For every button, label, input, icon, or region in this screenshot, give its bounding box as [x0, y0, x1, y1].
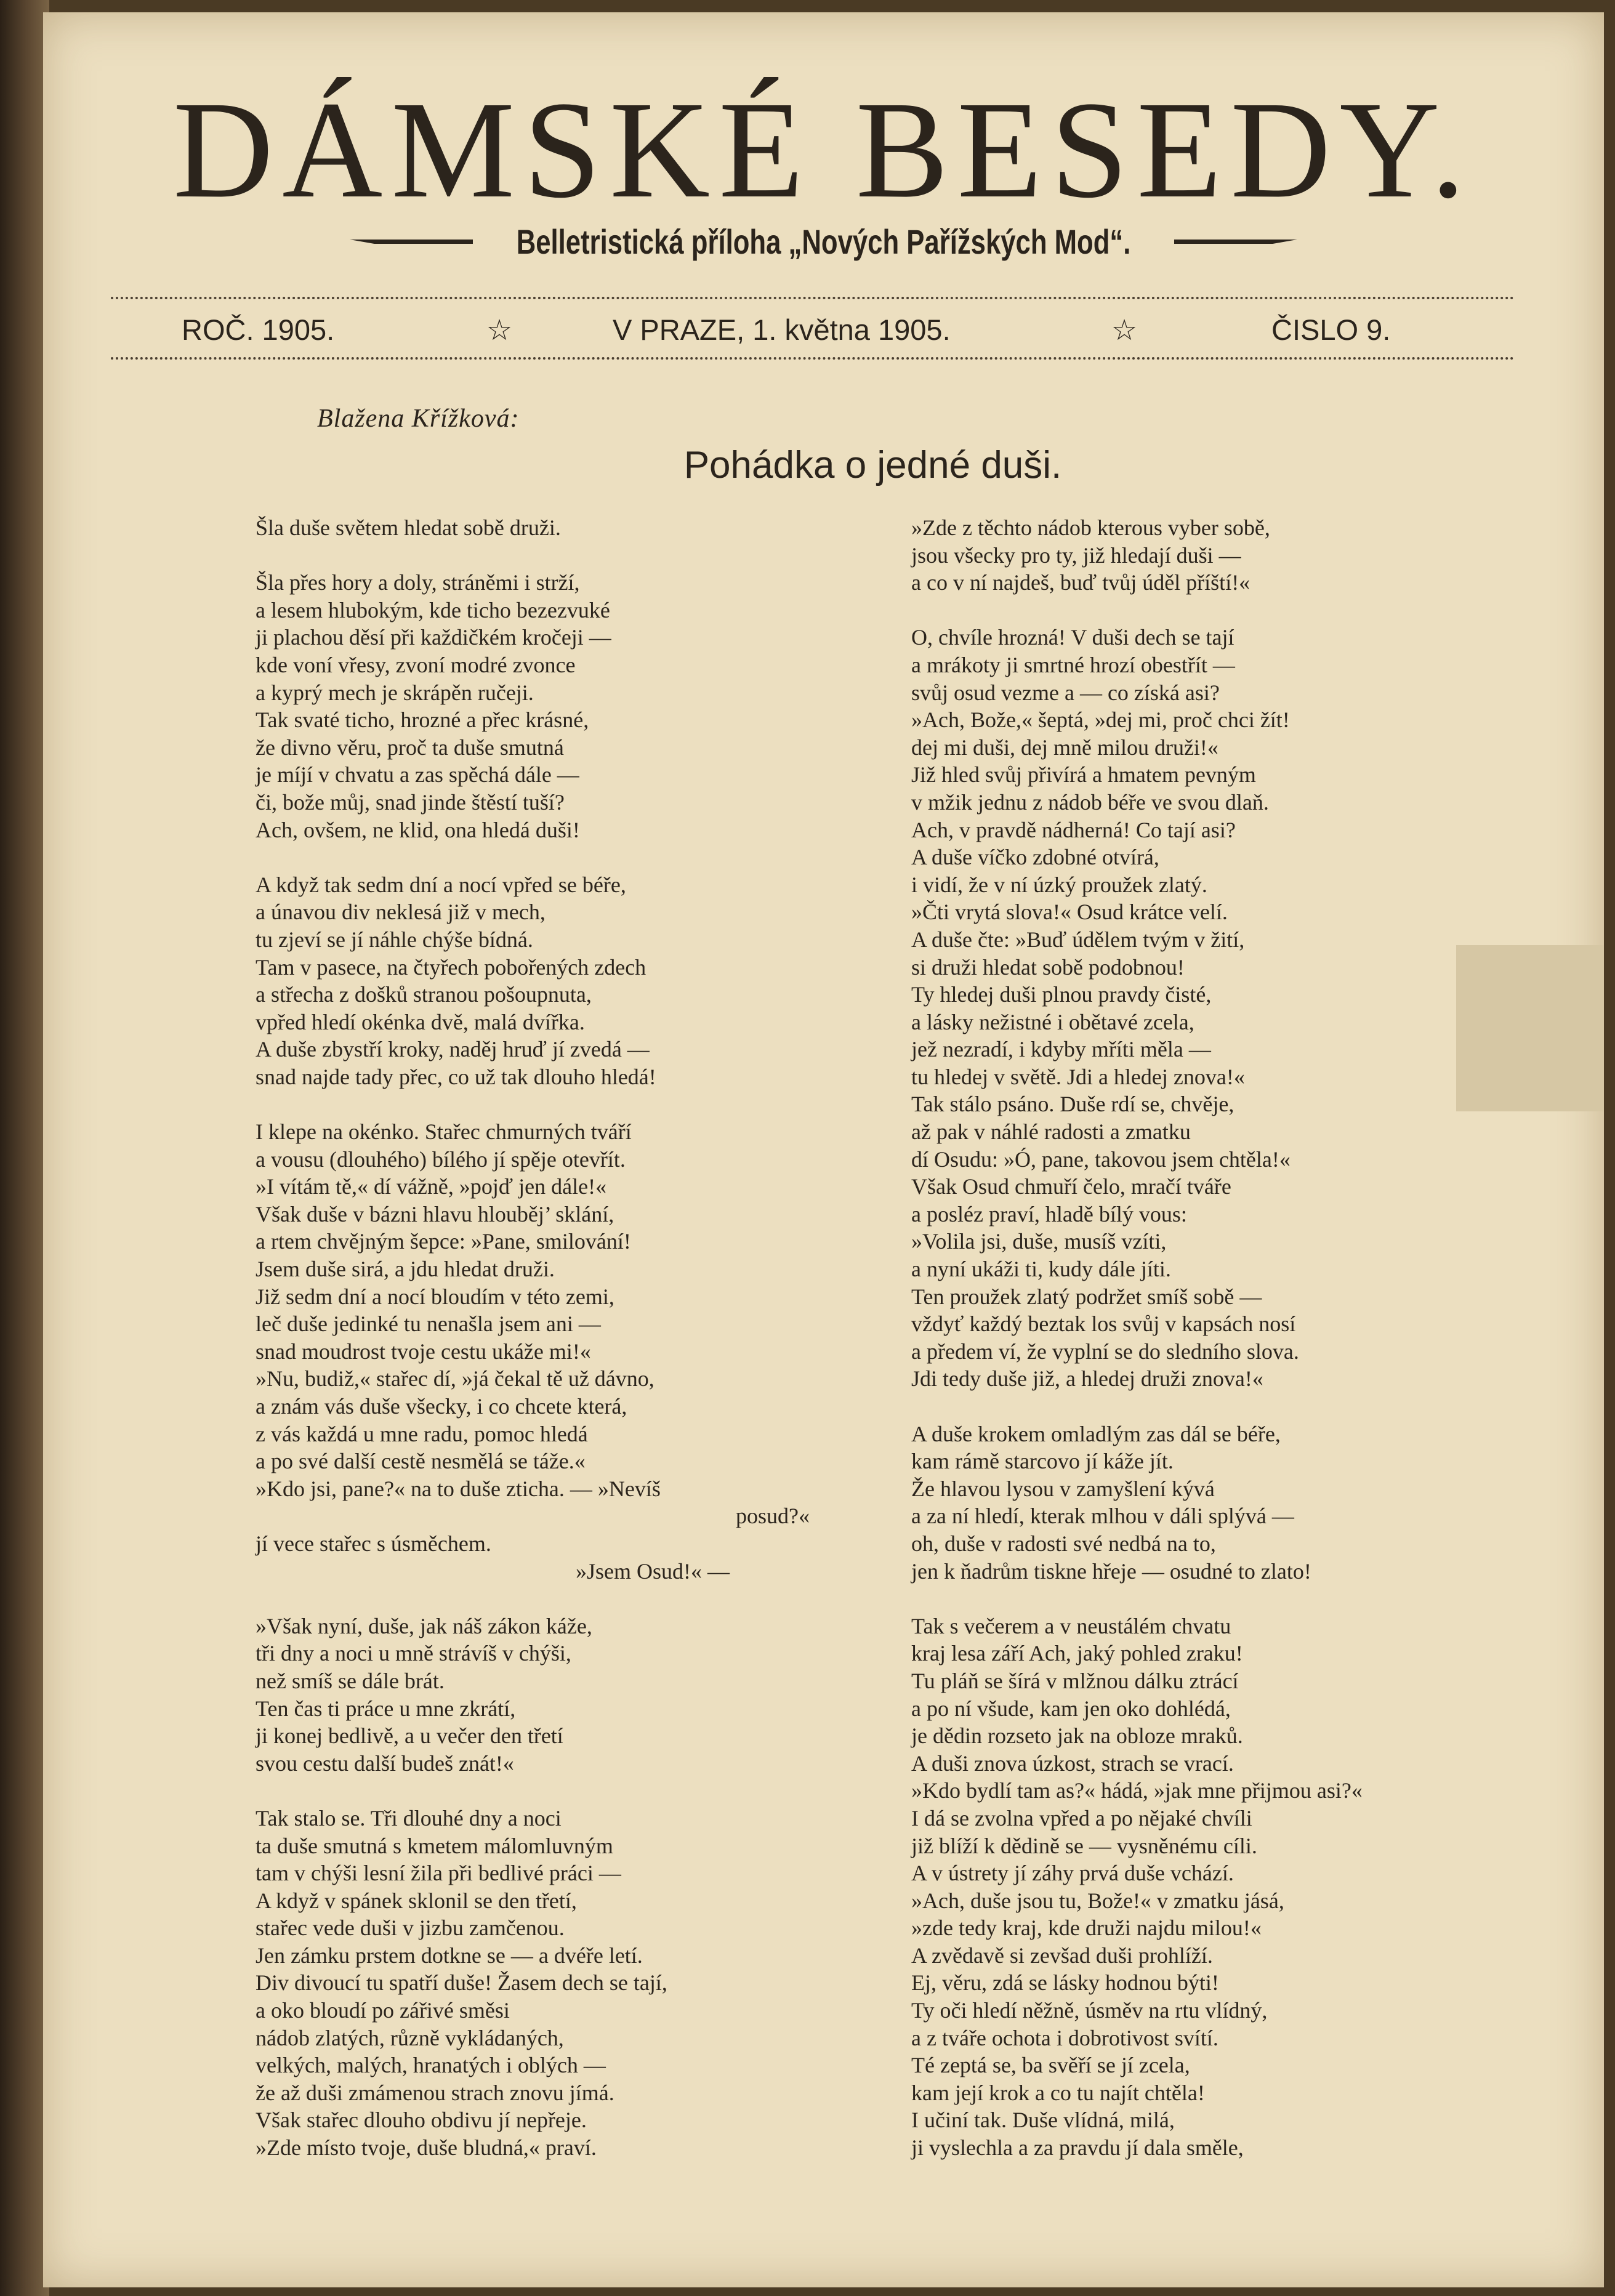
poem-line: a předem ví, že vyplní se do sledního slova.	[911, 1339, 1299, 1364]
poem-line: a nyní ukáži ti, kudy dále jíti.	[911, 1257, 1171, 1282]
masthead-title: DÁMSKÉ BESEDY.	[172, 73, 1475, 227]
poem-line: A duše čte: »Buď údělem tvým v žití,	[911, 927, 1245, 952]
poem-line: O, chvíle hrozná! V duši dech se tají	[911, 625, 1234, 650]
poem-line: Ach, ovšem, ne klid, ona hledá duši!	[256, 817, 580, 842]
poem-line: a oko bloudí po zářivé směsi	[256, 1998, 510, 2023]
poem-line: jež nezradí, i kdyby mříti měla —	[911, 1037, 1211, 1062]
bottom-dotted-rule	[111, 357, 1515, 360]
issue-meta-row	[182, 313, 1444, 350]
poem-line: ta duše smutná s kmetem málomluvným	[256, 1833, 613, 1858]
poem-line: jen k ňadrům tiskne hřeje — osudné to zlato!	[911, 1558, 1311, 1584]
poem-line: »Jsem Osud!« —	[576, 1558, 730, 1584]
stanza-gap	[256, 1585, 834, 1613]
stanza-gap	[256, 1090, 834, 1118]
poem-line: a znám vás duše všecky, i co chcete která,	[256, 1394, 627, 1419]
poem-line: a po své další cestě nesmělá se táže.«	[256, 1449, 586, 1474]
poem-line: kraj lesa září Ach, jaký pohled zraku!	[911, 1641, 1243, 1666]
poem-line: »I vítám tě,« dí vážně, »pojď jen dále!«	[256, 1174, 607, 1199]
poem-line: A duše zbystří kroky, naděj hruď jí zvedá —	[256, 1037, 650, 1062]
poem-line: »Volila jsi, duše, musíš vzíti,	[911, 1229, 1167, 1254]
poem-line: a kyprý mech je skrápěn ručeji.	[256, 680, 534, 705]
poem-line: Již sedm dní a nocí bloudím v této zemi,	[256, 1284, 614, 1309]
stanza-gap	[911, 1393, 1453, 1420]
poem-line: Tak stalo se. Tři dlouhé dny a noci	[256, 1805, 562, 1831]
stanza-gap	[911, 1585, 1453, 1613]
poem-line: a za ní hledí, kterak mlhou v dáli splývá —	[911, 1504, 1294, 1529]
poem-line: velkých, malých, hranatých i oblých —	[256, 2053, 606, 2078]
poem-line: ji plachou děsí při každičkém kročeji —	[256, 625, 611, 650]
poem-line: a střecha z došků stranou pošoupnuta,	[256, 982, 592, 1007]
poem-line: jí vece stařec s úsměchem.	[256, 1531, 491, 1556]
poem-line: jsou všecky pro ty, již hledají duši —	[911, 542, 1241, 568]
left-ornament-icon	[350, 240, 473, 244]
issue-place-date: V PRAZE, 1. května 1905.	[613, 313, 951, 346]
poem-line: »zde tedy kraj, kde druži najdu milou!«	[911, 1915, 1262, 1941]
poem-line: A když v spánek sklonil se den třetí,	[256, 1888, 577, 1913]
poem-line: ji konej bedlivě, a u večer den třetí	[256, 1723, 563, 1749]
poem-line: Div divoucí tu spatří duše! Žasem dech se tají,	[256, 1970, 667, 1996]
poem-line: a po ní všude, kam jen oko dohlédá,	[911, 1696, 1231, 1721]
poem-line: Ty hledej duši plnou pravdy čisté,	[911, 982, 1212, 1007]
poem-line: I dá se zvolna vpřed a po nějaké chvíli	[911, 1805, 1252, 1831]
poem-line: tu zjeví se jí náhle chýše bídná.	[256, 927, 533, 952]
poem-line: Tam v pasece, na čtyřech pobořených zdech	[256, 954, 646, 980]
poem-line: »Čti vrytá slova!« Osud krátce velí.	[911, 900, 1228, 925]
poem-line: Však duše v bázni hlavu hlouběj’ sklání,	[256, 1201, 614, 1227]
poem-line: že až duši zmámenou strach znovu jímá.	[256, 2080, 614, 2105]
article-title: Pohádka o jedné duši.	[683, 444, 1062, 486]
poem-line: dej mi duši, dej mně milou druži!«	[911, 735, 1218, 760]
poem-line: »Ach, duše jsou tu, Bože!« v zmatku jásá,	[911, 1888, 1284, 1913]
poem-line: A duše krokem omladlým zas dál se béře,	[911, 1421, 1281, 1446]
paper-tab-mark	[1456, 945, 1604, 1111]
poem-line: Jsem duše sirá, a jdu hledat druži.	[256, 1257, 555, 1282]
poem-line: kde voní vřesy, zvoní modré zvonce	[256, 652, 576, 677]
book-binding	[0, 0, 49, 2296]
poem-line: až pak v náhlé radosti a zmatku	[911, 1119, 1191, 1145]
poem-line: je míjí v chvatu a zas spěchá dále —	[256, 762, 579, 787]
stanza-gap	[256, 844, 834, 871]
poem-left-column	[256, 514, 834, 2162]
poem-line: a rtem chvějným šepce: »Pane, smilování!	[256, 1229, 631, 1254]
poem-line: Ten proužek zlatý podržet smíš sobě —	[911, 1284, 1262, 1309]
poem-line: z vás každá u mne radu, pomoc hledá	[256, 1421, 588, 1446]
masthead-subtitle: Belletristická příloha „Nových Pařížských Mod“.	[516, 222, 1131, 261]
issue-year: ROČ. 1905.	[182, 313, 335, 346]
poem-line: svou cestu další budeš znát!«	[256, 1750, 514, 1776]
newspaper-page	[43, 12, 1604, 2287]
poem-line: a mrákoty ji smrtné hrozí obestřít —	[911, 652, 1235, 677]
poem-line: »Nu, budiž,« stařec dí, »já čekal tě už dávno,	[256, 1366, 654, 1392]
poem-line: i vidí, že v ní úzký proužek zlatý.	[911, 872, 1207, 897]
poem-line: že divno věru, proč ta duše smutná	[256, 735, 564, 760]
poem-line: A zvědavě si zevšad duši prohlíží.	[911, 1943, 1213, 1968]
poem-right-column	[911, 514, 1453, 2162]
poem-line: A duši znova úzkost, strach se vrací.	[911, 1750, 1234, 1776]
poem-line: oh, duše v radosti své nedbá na to,	[911, 1531, 1216, 1556]
poem-line: dí Osudu: »Ó, pane, takovou jsem chtěla!«	[911, 1146, 1291, 1172]
stanza-gap	[256, 542, 834, 570]
poem-line: »Zde místo tvoje, duše bludná,« praví.	[256, 2135, 597, 2161]
poem-line: Však stařec dlouho obdivu jí nepřeje.	[256, 2108, 587, 2133]
poem-line: Jdi tedy duše již, a hledej druži znova!«	[911, 1366, 1263, 1392]
top-dotted-rule	[111, 297, 1515, 299]
poem-line: tři dny a noci u mně strávíš v chýši,	[256, 1641, 571, 1666]
poem-line: Šla přes hory a doly, stráněmi i strží,	[256, 570, 580, 595]
poem-line: posud?«	[736, 1504, 810, 1529]
poem-line: a lesem hlubokým, kde ticho bezezvuké	[256, 597, 610, 622]
poem-line: Tak stálo psáno. Duše rdí se, chvěje,	[911, 1092, 1234, 1117]
stanza-gap	[911, 597, 1453, 624]
poem-line: si druži hledat sobě podobnou!	[911, 954, 1185, 980]
poem-line: svůj osud vezme a — co získá asi?	[911, 680, 1220, 705]
poem-line: I klepe na okénko. Stařec chmurných tváří	[256, 1119, 632, 1145]
poem-line: Tu pláň se šírá v mlžnou dálku ztrácí	[911, 1668, 1239, 1693]
poem-line: než smíš se dále brát.	[256, 1668, 445, 1693]
poem-line: snad najde tady přec, co už tak dlouho hledá!	[256, 1064, 656, 1089]
poem-line: vždyť každý beztak los svůj v kapsách nosí	[911, 1311, 1296, 1337]
poem-line: tu hledej v světě. Jdi a hledej znova!«	[911, 1064, 1245, 1089]
star-icon: ☆	[486, 313, 513, 346]
poem-line: či, bože můj, snad jinde štěstí tuší?	[256, 789, 565, 815]
poem-line: kam její krok a co tu najít chtěla!	[911, 2080, 1205, 2105]
poem-line: snad moudrost tvoje cestu ukáže mi!«	[256, 1339, 591, 1364]
poem-line: Že hlavou lysou v zamyšlení kývá	[911, 1476, 1215, 1501]
star-icon: ☆	[1111, 313, 1138, 346]
masthead-subtitle-row	[43, 222, 1604, 262]
poem-line: »Kdo jsi, pane?« na to duše zticha. — »Nevíš	[256, 1476, 661, 1501]
poem-line: a co v ní najdeš, buď tvůj úděl příští!«	[911, 570, 1251, 595]
poem-line: Ej, věru, zdá se lásky hodnou býti!	[911, 1970, 1219, 1996]
poem-line: nádob zlatých, různě vykládaných,	[256, 2025, 564, 2050]
poem-line: a z tváře ochota i dobrotivost svítí.	[911, 2025, 1218, 2050]
poem-line: je dědin rozseto jak na obloze mraků.	[911, 1723, 1243, 1749]
poem-line: A v ústrety jí záhy prvá duše vchází.	[911, 1861, 1234, 1886]
poem-line: »Ach, Bože,« šeptá, »dej mi, proč chci žít!	[911, 707, 1290, 733]
poem-line: Ach, v pravdě nádherná! Co tají asi?	[911, 817, 1236, 842]
poem-line: leč duše jedinké tu nenašla jsem ani —	[256, 1311, 601, 1337]
poem-line: a únavou div neklesá již v mech,	[256, 900, 546, 925]
poem-line: kam rámě starcovo jí káže jít.	[911, 1449, 1174, 1474]
issue-number: ČISLO 9.	[1271, 313, 1391, 346]
poem-line: »Však nyní, duše, jak náš zákon káže,	[256, 1613, 592, 1638]
poem-line: Tak svaté ticho, hrozné a přec krásné,	[256, 707, 589, 733]
poem-line: Ty oči hledí něžně, úsměv na rtu vlídný,	[911, 1998, 1268, 2023]
poem-line: tam v chýši lesní žila při bedlivé práci —	[256, 1861, 621, 1886]
poem-line: Již hled svůj přivírá a hmatem pevným	[911, 762, 1256, 787]
poem-line: v mžik jednu z nádob béře ve svou dlaň.	[911, 789, 1269, 815]
poem-line: Tak s večerem a v neustálém chvatu	[911, 1613, 1231, 1638]
poem-line: »Zde z těchto nádob kterous vyber sobě,	[911, 515, 1270, 540]
poem-line: Té zeptá se, ba svěří se jí zcela,	[911, 2053, 1190, 2078]
poem-line: stařec vede duši v jizbu zamčenou.	[256, 1915, 565, 1941]
poem-line: Jen zámku prstem dotkne se — a dvéře letí.	[256, 1943, 643, 1968]
poem-line: ji vyslechla a za pravdu jí dala směle,	[911, 2135, 1244, 2161]
poem-line: a lásky nežistné i obětavé zcela,	[911, 1009, 1194, 1034]
poem-line: Šla duše světem hledat sobě druži.	[256, 515, 561, 540]
poem-line: a vousu (dlouhého) bílého jí spěje otevřít.	[256, 1146, 626, 1172]
poem-line: již blíží k dědině se — vysněnému cíli.	[911, 1833, 1257, 1858]
right-ornament-icon	[1174, 240, 1297, 244]
article-author: Blažena Křížková:	[317, 405, 520, 433]
poem-line: »Kdo bydlí tam as?« hádá, »jak mne přijmou asi?«	[911, 1778, 1363, 1803]
poem-line: I učiní tak. Duše vlídná, milá,	[911, 2108, 1175, 2133]
stanza-gap	[256, 1777, 834, 1805]
poem-line: Však Osud chmuří čelo, mračí tváře	[911, 1174, 1231, 1199]
poem-line: Ten čas ti práce u mne zkrátí,	[256, 1696, 516, 1721]
poem-line: a posléz praví, hladě bílý vous:	[911, 1201, 1187, 1227]
poem-line: vpřed hledí okénka dvě, malá dvířka.	[256, 1009, 585, 1034]
poem-line: A duše víčko zdobné otvírá,	[911, 845, 1159, 870]
poem-line: A když tak sedm dní a nocí vpřed se béře,	[256, 872, 626, 897]
